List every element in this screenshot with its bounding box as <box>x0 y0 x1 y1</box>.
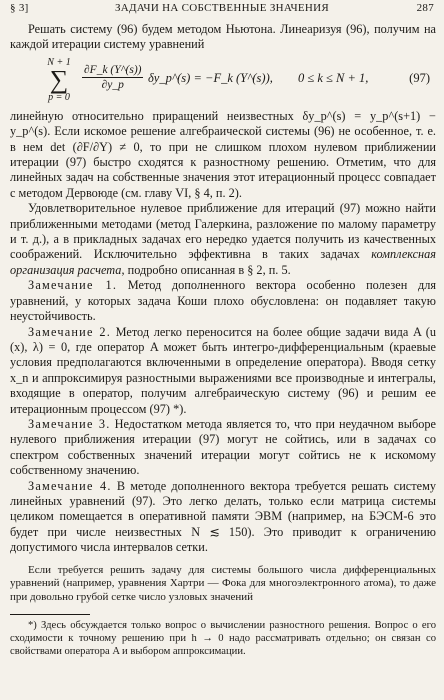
fraction-denominator: ∂y_p <box>101 78 124 91</box>
para3-text-a: Удовлетворительное нулевое приближение для итераций (97) можно найти приближенными методами (метод Галеркина, разложение по малому параметру и т. д.), а в прикладных задачах его нередко удается получить из качественных соображений. Исключительно эффективна в таких задачах <box>10 201 436 262</box>
paragraph-newton: Решать систему (96) будем методом Ньютона. Линеаризуя (96), получим на каждой итерации систему уравнений <box>10 22 436 52</box>
remark-1-text: Метод дополненного вектора особенно полезен для уравнений, у которых задача Коши плохо обусловлена: он подавляет такую неустойчивость. <box>10 278 436 324</box>
running-title: ЗАДАЧИ НА СОБСТВЕННЫЕ ЗНАЧЕНИЯ <box>114 2 330 14</box>
remark-3-text: Недостатком метода является то, что при неудачном выборе нулевого приближения итерации (97) могут не сойтись, или в задачах со спектром собственных значений итерации могут сойтись не к искомому собственному значению. <box>10 416 436 478</box>
remark-4-label: Замечание 4. <box>28 478 112 493</box>
remark-1 <box>10 278 436 324</box>
footnote-rule <box>10 614 90 615</box>
remark-3 <box>10 417 436 479</box>
running-header <box>10 2 434 18</box>
para3-emphasis: комплексная организация расчета <box>10 247 436 277</box>
remark-2-text: Метод легко переносится на более общие задачи вида A (u (x), λ) = 0, где оператор A может быть интегро-дифференциальным (краевые условия предполагаются включенными в определение оператора). Вводя сетку x_n и аппроксимируя разностными выражениями все производные и интегралы, входящие в оператор, получим алгебраическую систему (96) и решим ее итерационным процессом (97) *). <box>10 324 436 416</box>
equation-rhs: δy_p^(s) = −F_k (Y^(s)), <box>148 70 273 85</box>
sum-upper-limit: N + 1 <box>47 56 71 68</box>
sigma-symbol: ∑ <box>49 64 69 94</box>
fraction-numerator: ∂F_k (Y^(s)) <box>84 63 142 76</box>
sum-lower-limit: p = 0 <box>48 91 70 103</box>
page-number: 287 <box>416 2 434 14</box>
remark-2-label: Замечание 2. <box>28 324 112 339</box>
remark-3-label: Замечание 3. <box>28 416 111 431</box>
remark-4 <box>10 479 436 556</box>
summation <box>40 57 78 103</box>
remark-2 <box>10 325 436 417</box>
equation-97 <box>10 55 436 107</box>
paragraph-zero-approximation <box>10 201 436 278</box>
remark-1-label: Замечание 1. <box>28 278 118 293</box>
index-condition: 0 ≤ k ≤ N + 1, <box>298 70 369 85</box>
equation-number: (97) <box>409 70 430 85</box>
remark-4-text: В методе дополненного вектора требуется решать систему линейных уравнений (97). Это легко делать, только если матрица системы целиком помещается в оперативной памяти ЭВМ (например, на БЭСМ-6 это будет при числе неизвестных N ≲ 150). Это приводит к ограничению допустимого числа интервалов сетки. <box>10 478 436 555</box>
page-body <box>10 22 436 658</box>
partial-derivative-fraction <box>82 63 143 92</box>
footnote: *) Здесь обсуждается только вопрос о вычислении разностного решения. Вопрос о его сходимости к точному решению при h → 0 надо рассматривать отдельно; он связан со свойствами оператора A и выбором аппроксимации. <box>10 620 436 658</box>
small-print-paragraph: Если требуется решить задачу для системы большого числа дифференциальных уравнений (например, уравнения Хартри — Фока для многоэлектронного атома), то даже при довольно грубой сетке число узловых значений <box>10 563 436 603</box>
para3-text-b: , подробно описанная в § 2, п. 5. <box>121 262 291 277</box>
section-mark: § 3] <box>10 2 29 14</box>
paragraph-linear-increments: линейную относительно приращений неизвестных δy_p^(s) = y_p^(s+1) − y_p^(s). Если искомое решение алгебраической системы (96) не особенное, т. е. в нем det (∂F/∂Y) ≠ 0, то при не слишком плохом нулевом приближении итерации (97) быстро сходятся к разностному решению. Отметим, что для линейных задач на собственные значения этот итерационный процесс совпадает с методом Дервоюде (см. главу VI, § 4, п. 2). <box>10 108 436 200</box>
